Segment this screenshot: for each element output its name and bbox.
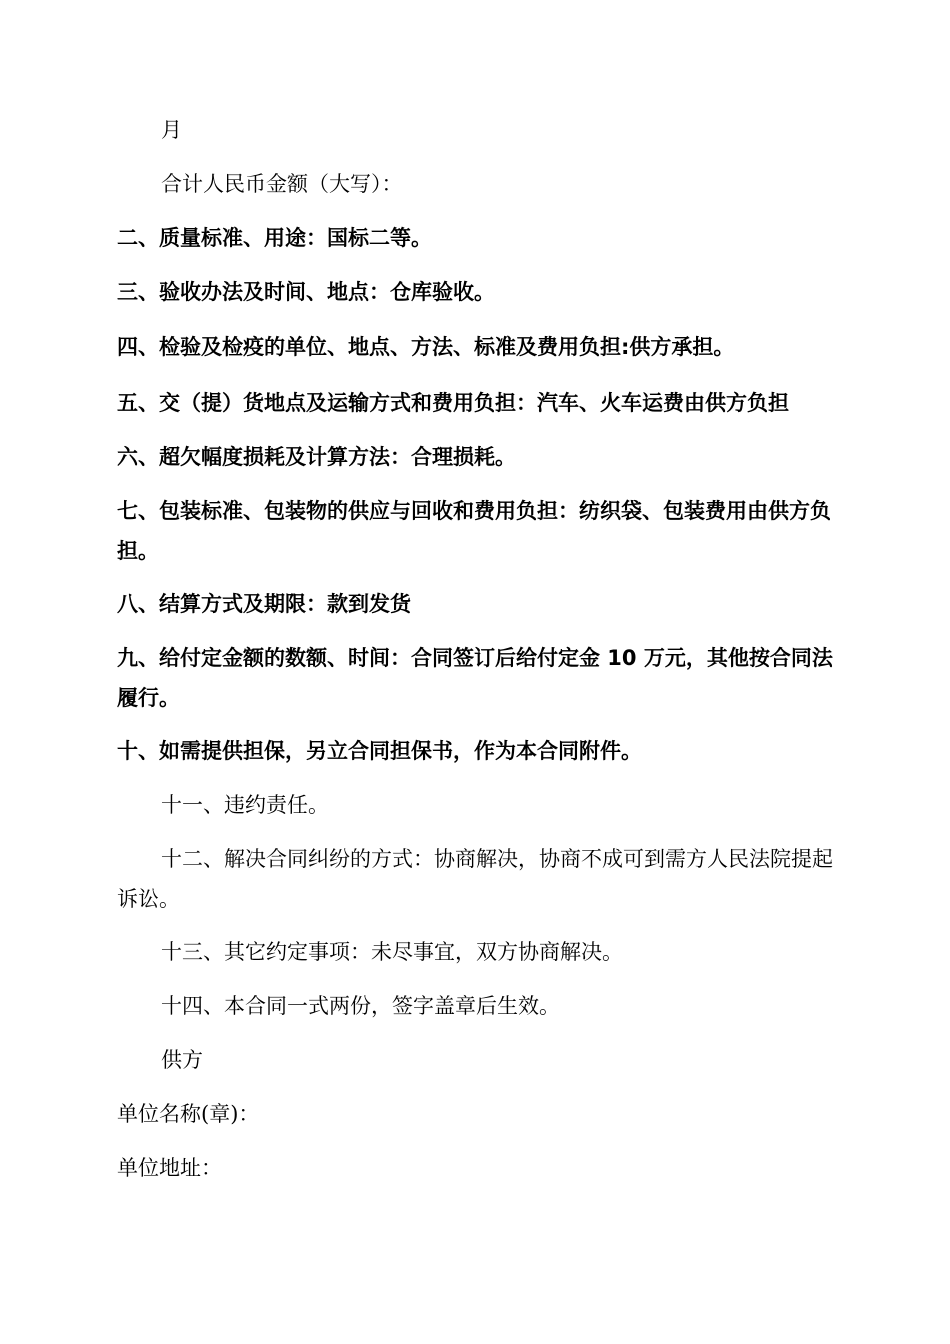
paragraph-clause-2: 二、质量标准、用途：国标二等。	[117, 226, 432, 250]
paragraph-clause-9: 九、给付定金额的数额、时间：合同签订后给付定金 10 万元，其他按合同法履行。	[117, 646, 833, 710]
paragraph-month: 月	[161, 118, 182, 142]
paragraph-clause-4: 四、检验及检疫的单位、地点、方法、标准及费用负担:供方承担。	[117, 335, 735, 359]
paragraph-clause-8: 八、结算方式及期限：款到发货	[117, 592, 411, 616]
paragraph-unit-name: 单位名称(章)：	[117, 1102, 260, 1126]
paragraph-clause-10: 十、如需提供担保，另立合同担保书，作为本合同附件。	[117, 739, 642, 763]
paragraph-clause-12: 十二、解决合同纠纷的方式：协商解决，协商不成可到需方人民法院提起诉讼。	[117, 847, 833, 911]
paragraph-clause-11: 十一、违约责任。	[161, 793, 329, 817]
paragraph-supplier: 供方	[161, 1048, 203, 1072]
paragraph-clause-7: 七、包装标准、包装物的供应与回收和费用负担：纺织袋、包装费用由供方负担。	[117, 499, 831, 563]
paragraph-total-amount: 合计人民币金额（大写）：	[161, 172, 403, 196]
paragraph-clause-3: 三、验收办法及时间、地点：仓库验收。	[117, 280, 495, 304]
paragraph-clause-14: 十四、本合同一式两份，签字盖章后生效。	[161, 994, 560, 1018]
paragraph-clause-6: 六、超欠幅度损耗及计算方法：合理损耗。	[117, 445, 516, 469]
paragraph-clause-13: 十三、其它约定事项：未尽事宜，双方协商解决。	[161, 940, 623, 964]
paragraph-unit-address: 单位地址：	[117, 1156, 222, 1180]
paragraph-clause-5: 五、交（提）货地点及运输方式和费用负担：汽车、火车运费由供方负担	[117, 391, 789, 415]
